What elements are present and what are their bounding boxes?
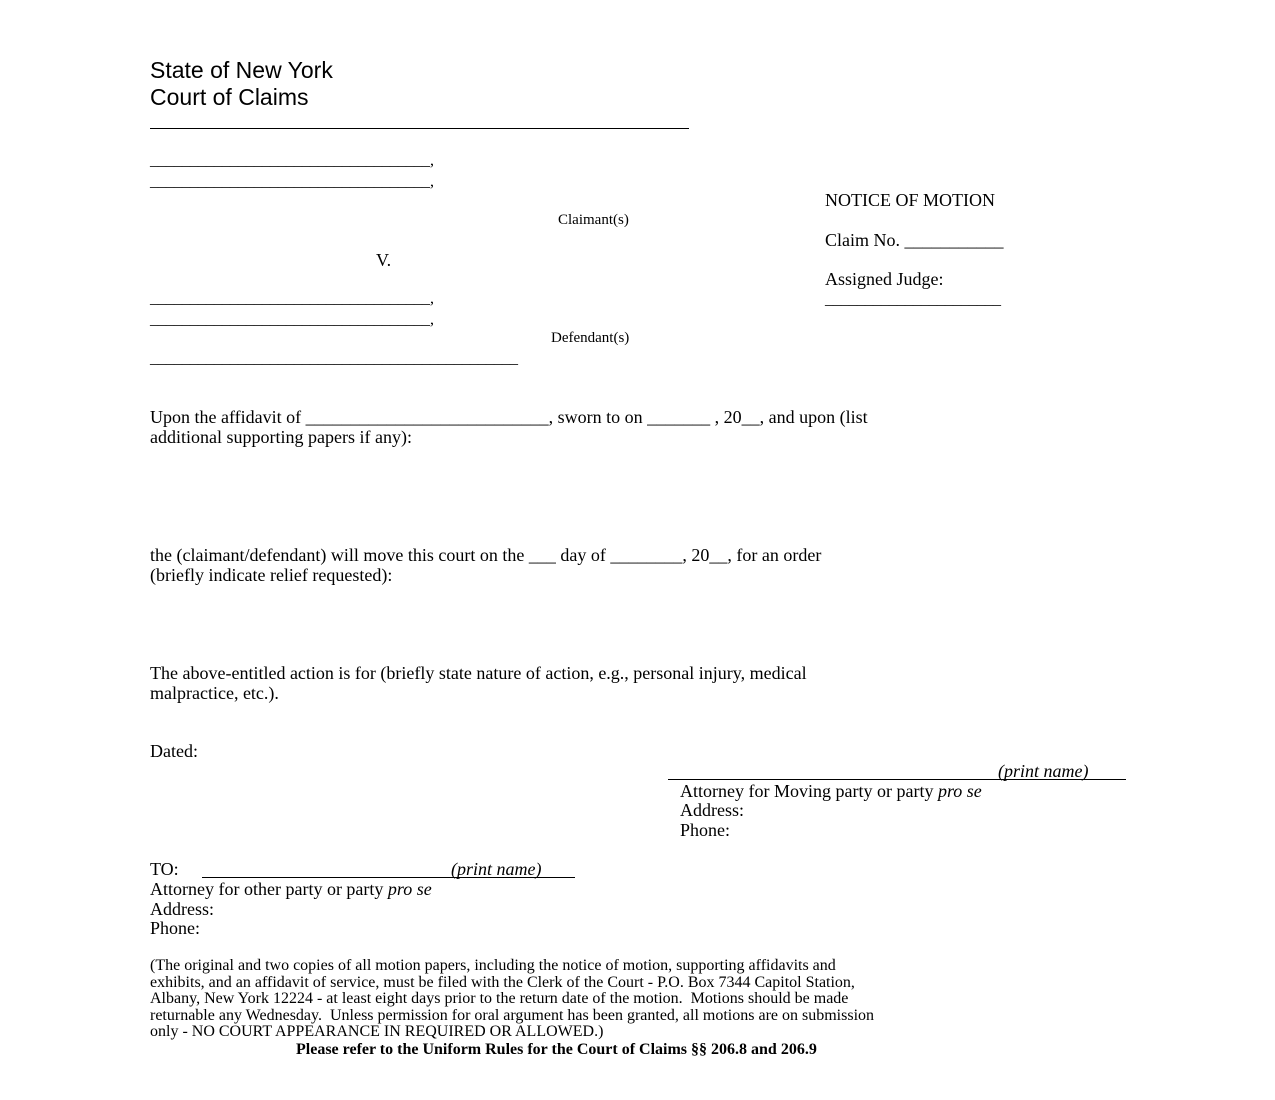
header-rule	[150, 128, 689, 129]
to-print-name: (print name)	[451, 859, 542, 879]
action-line-2: malpractice, etc.).	[150, 683, 279, 703]
footer-line-2: exhibits, and an affidavit of service, must be filed with the Clerk of the Court - P.O. Box 7344 Capitol Station,	[150, 974, 855, 991]
state-name: State of New York	[150, 57, 333, 83]
moving-attorney-role	[680, 781, 982, 801]
other-attorney-phone: Phone:	[150, 918, 201, 938]
defendant-line-1: ___________________________________,	[150, 290, 434, 307]
claimant-line-2: ___________________________________,	[150, 173, 434, 190]
moving-attorney-role-text: Attorney for Moving party or party	[680, 781, 938, 801]
other-attorney-address: Address:	[150, 899, 214, 919]
other-attorney-role-text: Attorney for other party or party	[150, 879, 388, 899]
assigned-judge-label: Assigned Judge:	[825, 269, 944, 289]
caption-bottom-rule: ______________________________________________	[150, 350, 518, 367]
footer-line-4: returnable any Wednesday. Unless permission for oral argument has been granted, all motions are on submission	[150, 1007, 875, 1024]
footer-line-5: only - NO COURT APPEARANCE IN REQUIRED OR ALLOWED.)	[150, 1023, 604, 1040]
court-name: Court of Claims	[150, 84, 309, 110]
defendant-line-2: ___________________________________,	[150, 311, 434, 328]
motion-line-1: the (claimant/defendant) will move this court on the ___ day of ________, 20__, for an order	[150, 545, 822, 565]
assigned-judge-line: ______________________	[825, 291, 1001, 308]
to-label: TO:	[150, 859, 179, 879]
dated-label: Dated:	[150, 741, 198, 761]
claim-number-field: Claim No. ___________	[825, 230, 1004, 250]
moving-attorney-address: Address:	[680, 800, 744, 820]
claimant-line-1: ___________________________________,	[150, 152, 434, 169]
action-line-1: The above-entitled action is for (briefly state nature of action, e.g., personal injury, medical	[150, 663, 807, 683]
moving-attorney-print-name: (print name)	[998, 761, 1089, 781]
affidavit-line-1: Upon the affidavit of ___________________________, sworn to on _______ , 20__, and upon (list	[150, 407, 868, 427]
affidavit-line-2: additional supporting papers if any):	[150, 427, 412, 447]
defendant-label: Defendant(s)	[551, 330, 630, 346]
moving-attorney-phone: Phone:	[680, 820, 731, 840]
claimant-label: Claimant(s)	[558, 212, 629, 228]
notice-title: NOTICE OF MOTION	[825, 190, 995, 210]
other-attorney-role	[150, 879, 432, 899]
versus-label: V.	[376, 250, 392, 270]
motion-line-2: (briefly indicate relief requested):	[150, 565, 393, 585]
other-attorney-pro-se: pro se	[387, 879, 432, 899]
footer-line-3: Albany, New York 12224 - at least eight days prior to the return date of the motion. Motions should be made	[150, 990, 849, 1007]
uniform-rules-reference: Please refer to the Uniform Rules for the Court of Claims §§ 206.8 and 206.9	[296, 1041, 817, 1058]
moving-attorney-pro-se: pro se	[937, 781, 982, 801]
footer-line-1: (The original and two copies of all motion papers, including the notice of motion, supporting affidavits and	[150, 957, 836, 974]
